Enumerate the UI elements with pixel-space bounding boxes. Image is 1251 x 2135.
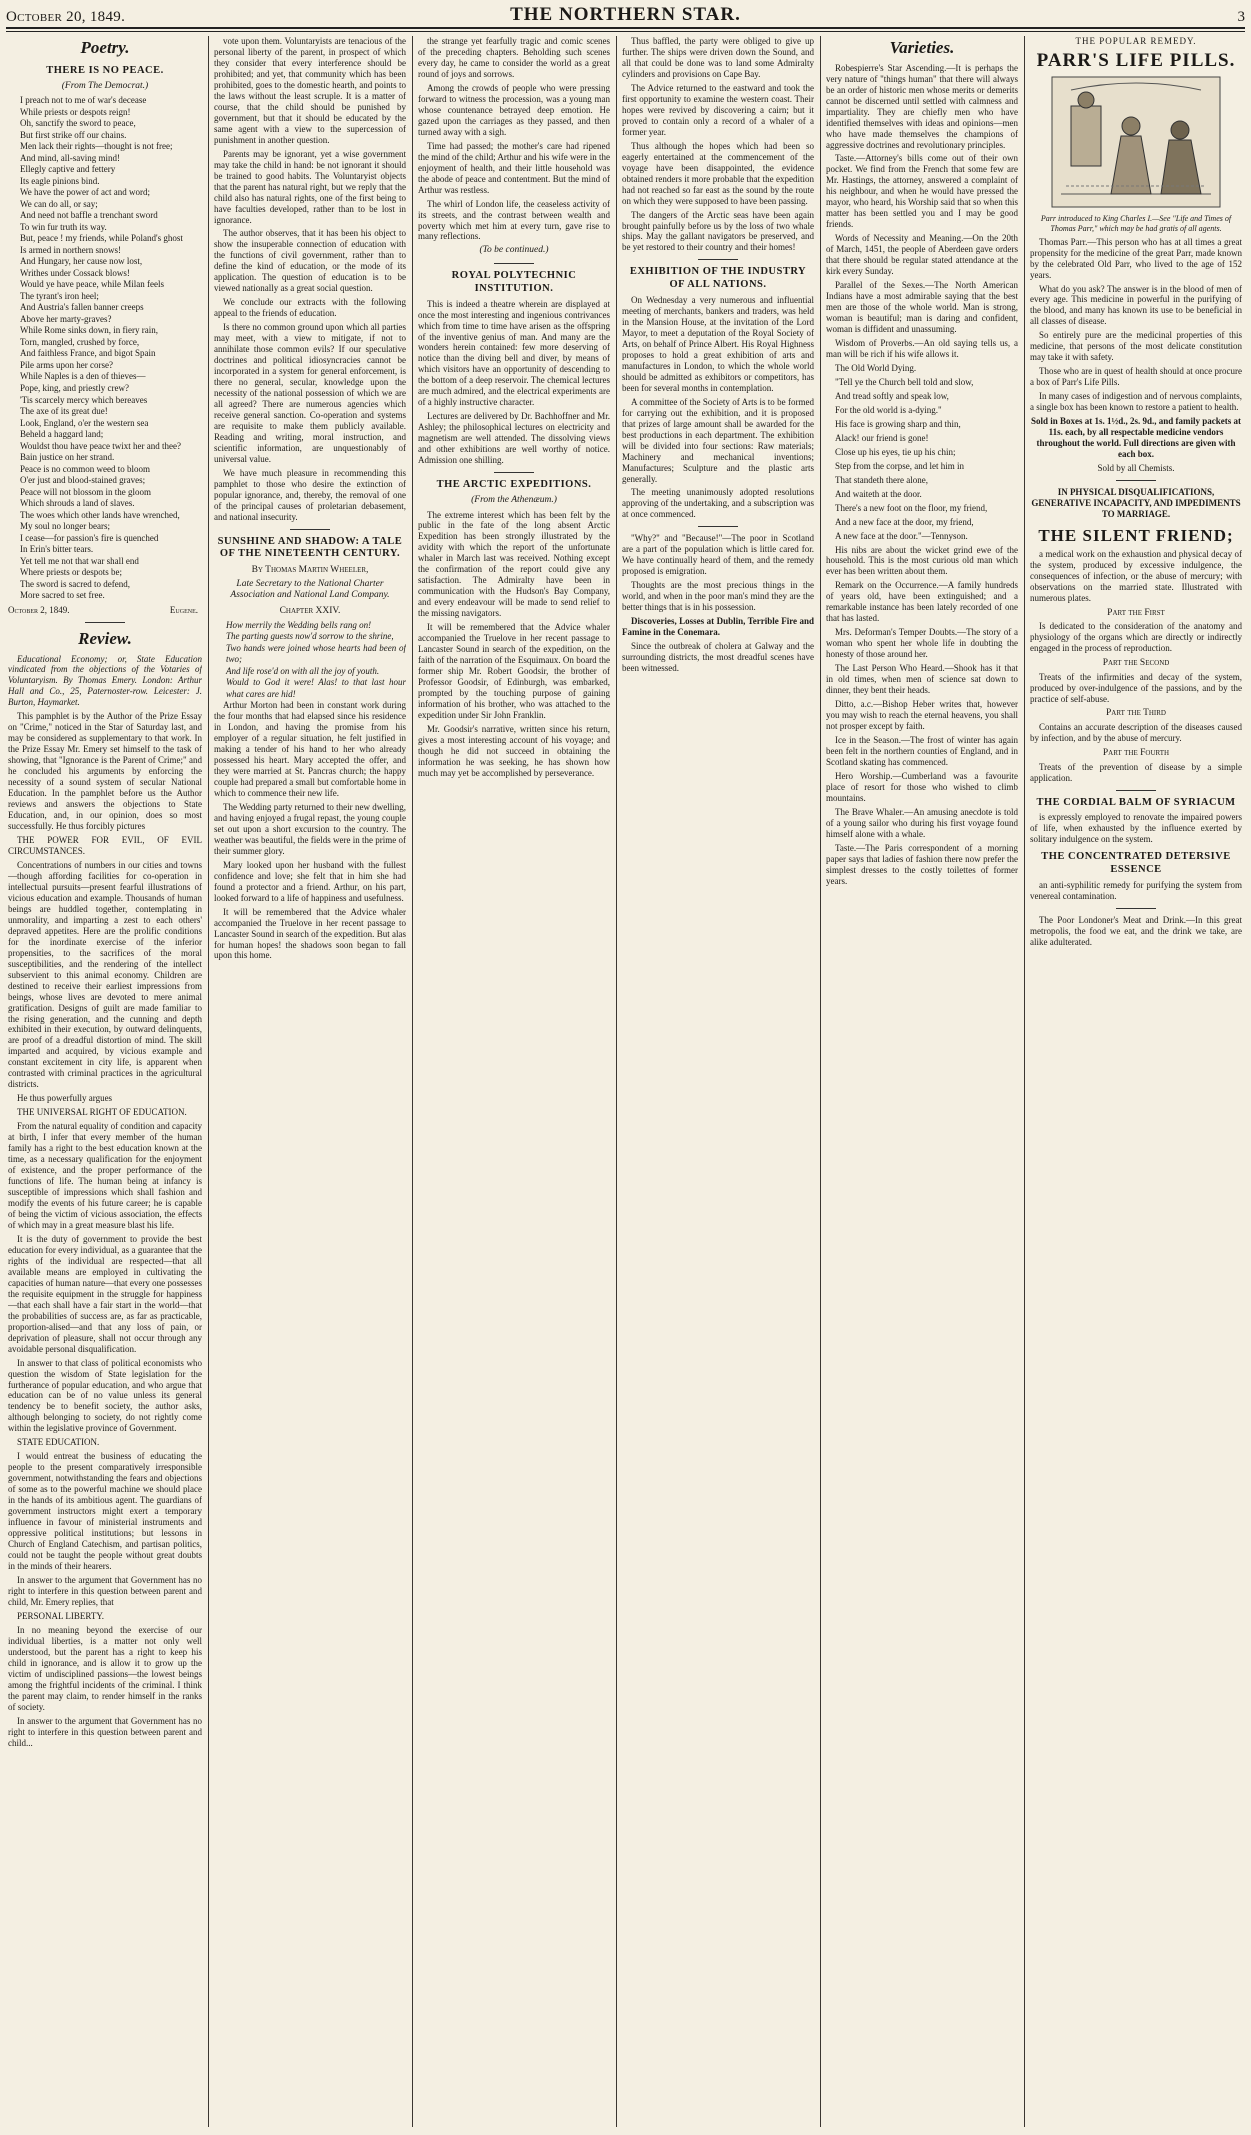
verse-line: The sword is sacred to defend, bbox=[20, 578, 130, 589]
paragraph: The author observes, that it has been his object to show the insuperable connection of education with the functions of civil government, rather than to define the kind of education, or the mode of its application. The question of education is to be viewed nationally as a great social question. bbox=[214, 228, 406, 294]
marriage-heading: IN PHYSICAL DISQUALIFICATIONS, GENERATIVE INCAPACITY, AND IMPEDIMENTS TO MARRIAGE. bbox=[1031, 487, 1241, 519]
paragraph: Mr. Goodsir's narrative, written since his return, gives a most interesting account of his voyage; and though he did not succeed in obtaining the information he was seeking, he has shown how much may yet be accomplished by perseverance. bbox=[418, 723, 610, 778]
paragraph: Time had passed; the mother's care had ripened the mind of the child; Arthur and his wife were in the enjoyment of health, and their little household was the abode of peace and contentment. But the mind of Arthur was restless. bbox=[418, 140, 610, 195]
separator bbox=[1116, 480, 1156, 481]
arctic-body bbox=[418, 510, 610, 779]
verse-line: Oh, sanctify the sword to peace, bbox=[20, 118, 136, 129]
poem-source: (From The Democrat.) bbox=[61, 80, 149, 91]
arctic-continued bbox=[622, 36, 814, 253]
price-line: Sold in Boxes at 1s. 1½d., 2s. 9d., and family packets at 11s. each, by all respectable medicine vendors throughout the world. Full directions are given with each box. bbox=[1030, 416, 1242, 460]
paragraph: Thus although the hopes which had been so eagerly entertained at the commencement of the voyage have been disappointed, the evidence obtained renders it more probable that the expedition had not reached so far east as the sound by the route on which they were supposed to have been passing. bbox=[622, 140, 814, 206]
paragraph: This pamphlet is by the Author of the Prize Essay on "Crime," noticed in the Star of Saturday last, and may be considered as supplementary to that work. In the Prize Essay Mr. Emery set himself to the task of showing, that "Ignorance is the Parent of Crime;" and he concluded his arguments by enforcing the necessity of a sound system of secular National Education. In the pamphlet before us the Author reviews and answers the objections to State Education, and, in our opinion, does so most successfully. He thus forcibly pictures bbox=[8, 711, 202, 832]
paragraph: It will be remembered that the Advice whaler accompanied the Truelove in her recent passage to Lancaster Sound in search of the expedition, on the faith of the narration of the Esquimaux. On board the former ship Mr. Robert Goodsir, the brother of Professor Goodsir, of Edinburgh, was embarked, prompted by the touching purpose of gaining information of his brother, who was attached to the expedition under Sir John Franklin. bbox=[418, 622, 610, 720]
to-be-continued: (To be continued.) bbox=[479, 245, 549, 256]
verse-line: Ellegly captive and fettery bbox=[20, 164, 116, 175]
part-text: Contains an accurate description of the diseases caused by infection, and by the abuse of mercury. bbox=[1030, 722, 1242, 744]
verse-line: The parting guests now'd sorrow to the shrine, bbox=[226, 631, 394, 642]
paragraph: And a new face at the door, my friend, bbox=[835, 516, 974, 527]
paragraph: Parallel of the Sexes.—The North American Indians have a most admirable saying that the best men are those of the whole world. Man is strong, woman is beautiful; man is daring and confident, woman is diffident and unassuming. bbox=[826, 280, 1018, 335]
detersive-essence-title: THE CONCENTRATED DETERSIVE ESSENCE bbox=[1041, 851, 1231, 875]
paragraph: Alack! our friend is gone! bbox=[835, 432, 929, 443]
part-text: Is dedicated to the consideration of the anatomy and physiology of the organs which are directly or indirectly engaged in the process of reproduction. bbox=[1030, 621, 1242, 654]
column-divider bbox=[412, 36, 413, 2127]
column-divider bbox=[208, 36, 209, 2127]
issue-date: October 20, 1849. bbox=[6, 9, 126, 25]
paragraph: Arthur Morton had been in constant work during the four months that had elapsed since his residence in London, and having the promise from his employer of a regular situation, he felt justified in making a tender of his hand to her who already possessed his heart. Mary accepted the offer, and they were married at St. Pancras church; the happy couple had prepared a small but comfortable home in which to commence their new life. bbox=[214, 700, 406, 798]
page-number: 3 bbox=[1237, 9, 1245, 25]
exhibition-body bbox=[622, 295, 814, 520]
verse-line: But first strike off our chains. bbox=[20, 129, 127, 140]
column-5 bbox=[826, 36, 1018, 2129]
silent-friend-parts bbox=[1030, 608, 1242, 784]
paragraph: It will be remembered that the Advice whaler accompanied the Truelove in her recent passage to Lancaster Sound in search of the expedition. But alas for human hopes! the shadows soon began to fall upon this home. bbox=[214, 906, 406, 961]
poetry-heading: Poetry. bbox=[80, 38, 130, 57]
column-divider bbox=[616, 36, 617, 2127]
review-body bbox=[8, 711, 202, 1748]
part-heading: Part the First bbox=[1107, 607, 1165, 618]
verse-line: We have the power of act and word; bbox=[20, 187, 150, 198]
story-author: By Thomas Martin Wheeler, bbox=[251, 565, 369, 576]
part-text: Treats of the infirmities and decay of the system, produced by over-indulgence of the passions, and by the practice of self-abuse. bbox=[1030, 671, 1242, 704]
poem-signature bbox=[8, 605, 198, 616]
paragraph: Wisdom of Proverbs.—An old saying tells us, a man will be rich if his wife allows it. bbox=[826, 337, 1018, 359]
exhibition-title: EXHIBITION OF THE INDUSTRY OF ALL NATIONS. bbox=[629, 266, 807, 291]
paragraph: In answer to the argument that Government has no right to interfere in this question between parent and child... bbox=[8, 1715, 202, 1748]
poem-author: Eugene. bbox=[169, 604, 198, 615]
arctic-source: (From the Athenæum.) bbox=[471, 494, 557, 505]
masthead-rule bbox=[6, 27, 1245, 29]
paragraph: Ice in the Season.—The frost of winter has again been felt in the northern counties of England, and in Scotland skating has commenced. bbox=[826, 735, 1018, 767]
paragraph: The whirl of London life, the ceaseless activity of its streets, and the contrast between wealth and poverty which met him at every turn, gave rise to many reflections. bbox=[418, 198, 610, 242]
separator bbox=[290, 529, 330, 530]
verse-line: Above her marty-graves? bbox=[20, 313, 112, 324]
verse-line: And faithless France, and bigot Spain bbox=[20, 348, 156, 359]
news-para: Since the outbreak of cholera at Galway and the surrounding districts, the most dreadful scenes have been witnessed. bbox=[622, 641, 814, 674]
paragraph: vote upon them. Voluntaryists are tenacious of the personal liberty of the parent, in prospect of which they consider that every interference should be prohibited; and yet, that community which has been prohibited, goes to the domestic hearth, and points to the laws without the least scruple. It is a matter of course, that the child should be punished by government, but that it should be educated by the same agent with a view to the supercession of punishment in another question. bbox=[214, 36, 406, 145]
news-heading: Discoveries, Losses at Dublin, Terrible Fire and Famine in the Conemara. bbox=[622, 616, 814, 638]
paragraph: We conclude our extracts with the following appeal to the friends of education. bbox=[214, 297, 406, 319]
story-byline: Late Secretary to the National Charter Association and National Land Company. bbox=[230, 578, 390, 601]
separator bbox=[1116, 790, 1156, 791]
verse-line: Torn, mangled, crushed by force, bbox=[20, 336, 140, 347]
paragraph: And waiteth at the door. bbox=[835, 488, 922, 499]
separator bbox=[85, 622, 125, 623]
engraving-caption: Parr introduced to King Charles I.—See "Life and Times of Thomas Parr," which may be had gratis of all agents. bbox=[1040, 214, 1232, 233]
verse-line: While Rome sinks down, in fiery rain, bbox=[20, 325, 158, 336]
paragraph: And tread softly and speak low, bbox=[835, 390, 949, 401]
verse-line: And life rose'd on with all the joy of youth. bbox=[226, 665, 380, 676]
part-text: Treats of the prevention of disease by a simple application. bbox=[1030, 761, 1242, 783]
verse-line: I cease—for passion's fire is quenched bbox=[20, 532, 159, 543]
column-6-advertisements bbox=[1030, 36, 1242, 2129]
newspaper-title: THE NORTHERN STAR. bbox=[510, 4, 741, 25]
story-chapter: Chapter XXIV. bbox=[279, 605, 341, 616]
part-heading: Part the Second bbox=[1102, 657, 1170, 668]
masthead bbox=[6, 2, 1245, 26]
paragraph: Those who are in quest of health should at once procure a box of Parr's Life Pills. bbox=[1030, 366, 1242, 388]
verse-line: Would ye have peace, while Milan feels bbox=[20, 279, 164, 290]
paragraph: In answer to the argument that Government has no right to interfere in this question between parent and child, Mr. Emery replies, that bbox=[8, 1574, 202, 1607]
paragraph: Thomas Parr.—This person who has at all times a great propensity for the medicine of the great Parr, made known by the celebrated Old Parr, who lived to the age of 152 years. bbox=[1030, 236, 1242, 280]
verse-line: In Erin's bitter tears. bbox=[20, 544, 94, 555]
paragraph: Mary looked upon her husband with the fullest confidence and love; she felt that in him she had found a protector and a friend. Arthur, on his part, looked forward to a life of happiness and usefulness. bbox=[214, 859, 406, 903]
paragraph: THE POWER FOR EVIL, OF EVIL CIRCUMSTANCES. bbox=[8, 835, 202, 856]
paragraph: The Old World Dying. bbox=[835, 362, 917, 373]
verse-line: Which shrouds a land of slaves. bbox=[20, 498, 135, 509]
verse-line: And Hungary, her cause now lost, bbox=[20, 256, 143, 267]
masthead-rule-thin bbox=[6, 31, 1245, 32]
paragraph: I would entreat the business of educating the people to the present comparatively irresponsible government, notwithstanding the fears and objections of some as to the powerful machine we should place in the hands of its ambitious agent. The guardians of government instructors might exert a temporary influence in favour of ministerial instruments and oppressive political institutions; but lessons in Church of England Catechism, and partisan politics, could not be taught the people without great doubts in the minds of their hearers. bbox=[8, 1451, 202, 1571]
verse-line: I preach not to me of war's decease bbox=[20, 95, 147, 106]
paragraph: Parents may be ignorant, yet a wise government may take the child in hand: be not ignorant it should be trained to good habits. The Voluntaryist objects that the parent has natural right, but we reply that the child also has natural rights, one of the first being to have faculties developed, rather than to be lost in ignorance. bbox=[214, 148, 406, 225]
arctic-title: THE ARCTIC EXPEDITIONS. bbox=[436, 479, 592, 491]
paragraph: The Advice returned to the eastward and took the first opportunity to examine the western coast. Their hopes were revived by discovering a cairn; but it proved to contain only a record of a whaler of a former year. bbox=[622, 82, 814, 137]
verse-line: O'er just and blood-stained graves; bbox=[20, 475, 146, 486]
paragraph: A new face at the door."—Tennyson. bbox=[835, 530, 968, 541]
poem-date: October 2, 1849. bbox=[8, 604, 70, 615]
paragraph: The dangers of the Arctic seas have been again brought painfully before us by the loss of two whale ships. May the gallant navigators be preserved, and be yet restored to their country and their homes! bbox=[622, 209, 814, 253]
column-divider bbox=[820, 36, 821, 2127]
verse-line: Two hands were joined whose hearts had been of two; bbox=[226, 642, 406, 665]
story-body bbox=[214, 700, 406, 961]
paragraph: He thus powerfully argues bbox=[17, 1093, 113, 1104]
silent-friend-title: THE SILENT FRIEND; bbox=[1038, 525, 1234, 545]
paragraph: Mrs. Deforman's Temper Doubts.—The story of a woman who spent her whole life in doubting the honesty of those around her. bbox=[826, 627, 1018, 660]
paragraph: The Wedding party returned to their new dwelling, and having enjoyed a frugal repast, the young couple set out upon a short excursion to the country. The weather was beautiful, the fields were in the prime of their summer glory. bbox=[214, 801, 406, 856]
paragraph: A committee of the Society of Arts is to be formed for carrying out the exhibition, and it is proposed that prizes of large amount shall be awarded for the best productions in each department. The exhibition will be divided into four sections: Raw materials; Machinery and mechanical inventions; Manufactures; Sculpture and the plastic arts generally. bbox=[622, 396, 814, 484]
paragraph: the strange yet fearfully tragic and comic scenes of the preceding chapters. Beholding such scenes every day, he came to consider the world as a great round of joys and sorrows. bbox=[418, 36, 610, 79]
paragraph: Taste.—The Paris correspondent of a morning paper says that ladies of fashion there now prefer the simplest dresses to the costly toilettes of former years. bbox=[826, 842, 1018, 886]
poem-body bbox=[8, 95, 202, 602]
story-verse bbox=[214, 620, 406, 701]
paragraph: Remark on the Occurrence.—A family hundreds of years old, have been extinguished; and a remarkable instance has been lately recorded of one that has lasted. bbox=[826, 580, 1018, 624]
paragraph: Thus baffled, the party were obliged to give up further. The ships were driven down the Sound, and all that could be done was to land some Admiralty cylinders and provisions on Cape Bay. bbox=[622, 36, 814, 79]
paragraph: It is the duty of government to provide the best education for every individual, as a guarantee that the rights of the individual are respected—that all available means are employed in cultivating the capacities of human nature—that every one possesses the requisite equipment in the struggle for happiness—that each shall have a fair start in the world—that the probabilities of success are, as far as practicable, proportion-alised—and that any loss of pain, or deprivation of pleasure, shall not occur through any avoidable personal disqualification. bbox=[8, 1233, 202, 1354]
verse-line: To win fur truth its way. bbox=[20, 221, 107, 232]
verse-line: Peace is no common weed to bloom bbox=[20, 463, 150, 474]
paragraph: Ditto, a.c.—Bishop Heber writes that, however you may wish to reach the eternal heavens, you shall not prosper except by faith. bbox=[826, 699, 1018, 732]
verse-line: Look, England, o'er the western sea bbox=[20, 417, 149, 428]
paragraph: Among the crowds of people who were pressing forward to witness the procession, was a young man whose countenance betrayed deep emotion. He gazed upon the carriages as they passed, and then turned away with a sigh. bbox=[418, 82, 610, 137]
paragraph: The Brave Whaler.—An amusing anecdote is told of a young sailor who during his first voyage found himself alone with a whale. bbox=[826, 806, 1018, 839]
separator bbox=[494, 472, 534, 473]
paragraph: We have much pleasure in recommending this pamphlet to those who desire the extinction of popular ignorance, and, thereby, the removal of one of the principal causes of proletarian debasement, and national insecurity. bbox=[214, 467, 406, 522]
verse-line: But, peace ! my friends, while Poland's ghost bbox=[20, 233, 183, 244]
verse-line: We can do all, or say; bbox=[20, 198, 98, 209]
review-book-title: Educational Economy; or, State Education vindicated from the objections of the Votaries of Voluntaryism. By Thomas Emery. London: Arthur Hall and Co., 25, Paternoster-row. Leicester: J. Burton, Haymarket. bbox=[8, 653, 202, 708]
paragraph: PERSONAL LIBERTY. bbox=[17, 1610, 104, 1621]
popular-remedy-label: THE POPULAR REMEDY. bbox=[1075, 36, 1197, 46]
paragraph: From the natural equality of condition and capacity at birth, I infer that every member of the human family has a right to the best education known at the time, as a necessary qualification for the enjoyment of existence, and the proper performance of the functions of life. The human being at infancy is susceptible of impressions which shall fashion and modify the events of his future career; he is capable of being the victim of vicious association, the effects of which may in a great measure blast his life. bbox=[8, 1121, 202, 1230]
column-1 bbox=[8, 36, 202, 2129]
review-heading: Review. bbox=[78, 628, 132, 648]
paragraph: Concentrations of numbers in our cities and towns—though affording facilities for co-operation in intellectual pursuits—present fearful illustrations of vicious education and example. Thousands of human beings are huddled together, contemplating in unmorality, and imparting a zest to each others' depraved appetites. Here are the prolific conditions for the inordinate exercise of the inferior propensities, to the sacrifices of the moral susceptibilities, and the rendering of the intellect subservient to this animal economy. Children are destined to receive their earliest impressions from beings, whose lives are devoted to mere animal gratification. Designs of guilt are made familiar to the rising generation, and the cunning and depth exhibited in their execution, by outward delinquents, are proof of a dreadful distortion of mind. The skill imparted and acquired, by vicious example and constant excitement in city life, is apparent when contrasted with criminal practices in the agricultural districts. bbox=[8, 859, 202, 1090]
silent-friend-description: a medical work on the exhaustion and physical decay of the system, produced by excessive indulgence, the consequences of infection, or the abuse of mercury; with observations on the married state. Illustrated with numerous plates. bbox=[1030, 548, 1242, 603]
verse-line: Wouldst thou have peace twixt her and thee? bbox=[20, 440, 181, 451]
paragraph: Hero Worship.—Cumberland was a favourite place of resort for those who wished to climb mountains. bbox=[826, 770, 1018, 803]
paragraph: So entirely pure are the medicinal properties of this medicine, that persons of the most delicate constitution may take it with safety. bbox=[1030, 330, 1242, 363]
verse-line: Yet tell me not that war shall end bbox=[20, 555, 139, 566]
cordial-balm-text: is expressly employed to renovate the impaired powers of life, when exhausted by the influence exerted by solitary indulgence on the system. bbox=[1030, 812, 1242, 845]
parrs-pills-title: PARR'S LIFE PILLS. bbox=[1036, 49, 1236, 71]
paragraph: That standeth there alone, bbox=[835, 474, 928, 485]
paragraph: Is there no common ground upon which all parties may meet, with a view to mitigate, if not to annihilate those common evils? If our speculative doctrines and political idiosyncracies cannot be incorporated in a system for general enforcement, is there no general, secular, knowledge upon the necessity of the national possession of which we are all agreed? There are numerous agencies which receive general sanction. Co-operation and systems are requisite to make them publicly available. Reading and writing, moral instruction, and scientific information, are unquestionably of universal value. bbox=[214, 322, 406, 464]
paragraph: STATE EDUCATION. bbox=[17, 1437, 100, 1448]
part-heading: Part the Fourth bbox=[1102, 747, 1170, 758]
verse-line: The woes which other lands have wrenched, bbox=[20, 509, 180, 520]
paragraph: The Last Person Who Heard.—Shook has it that in old times, when men of science sat down to dinner, they bent their heads. bbox=[826, 663, 1018, 696]
poor-londoner-para: The Poor Londoner's Meat and Drink.—In this great metropolis, the food we eat, and the drink we take, are alike adulterated. bbox=[1030, 914, 1242, 947]
verse-line: While priests or despots reign! bbox=[20, 106, 131, 117]
paragraph: Taste.—Attorney's bills come out of their own pocket. We find from the French that some few are Mr. Hastings, the attorney, answered a complaint of his neighbour, and when he would have pressed the mayor, who heard, his Worship said that so when this matter has been settled you and I may be good friends. bbox=[826, 153, 1018, 230]
verse-line: Is armed in northern snows! bbox=[20, 244, 121, 255]
column-divider bbox=[1024, 36, 1025, 2127]
verse-line: 'Tis scarcely mercy which bereaves bbox=[20, 394, 148, 405]
paragraph: On Wednesday a very numerous and influential meeting of merchants, bankers and traders, was held in the Mansion House, at the invitation of the Lord Mayor, to meet a deputation of the Royal Society of Arts, on behalf of Prince Albert. His Royal Highness proposes to hold a great exhibition of arts and manufactures in London, to which the whole world should be admitted as exhibitors or competitors, has been for several months in contemplation. bbox=[622, 295, 814, 393]
verse-line: While Naples is a den of thieves— bbox=[20, 371, 146, 382]
verse-line: Men lack their rights—thought is not free; bbox=[20, 141, 173, 152]
verse-line: My soul no longer bears; bbox=[20, 521, 110, 532]
paragraph: Lectures are delivered by Dr. Bachhoffner and Mr. Ashley; the philosophical lectures on electricity and magnetism are well attended. The dissolving views and other exhibitions are well worthy of notice. Admission one shilling. bbox=[418, 411, 610, 466]
paragraph: Words of Necessity and Meaning.—On the 20th of March, 1451, the people of Aberdeen gave orders that there should be regular stated attendance at the kirk every Sunday. bbox=[826, 233, 1018, 277]
review-continued bbox=[214, 36, 406, 523]
paragraph: In answer to that class of political economists who question the wisdom of State legislation for the furtherance of popular education, and who argue that education can be of no value unless its general tendency be to benefit society, the author asks, although belonging to society, do not rightly come within the legislative province of Government. bbox=[8, 1357, 202, 1434]
polytechnic-title: ROYAL POLYTECHNIC INSTITUTION. bbox=[451, 270, 577, 294]
paragraph: For the old world is a-dying." bbox=[835, 404, 942, 415]
paragraph: The meeting unanimously adopted resolutions approving of the undertaking, and a subscription was at once commenced. bbox=[622, 487, 814, 520]
paragraph: What do you ask? The answer is in the blood of men of every age. This medicine in powerful in the purifying of the blood, and many has known its use to be beneficial in all classes of disease. bbox=[1030, 283, 1242, 327]
cordial-balm-title: THE CORDIAL BALM OF SYRIACUM bbox=[1036, 796, 1236, 808]
paragraph: Step from the corpse, and let him in bbox=[835, 460, 964, 471]
story-title: SUNSHINE AND SHADOW: A TALE OF THE NINETEENTH CENTURY. bbox=[217, 535, 403, 560]
column-2 bbox=[214, 36, 406, 2129]
verse-line: Bain justice on her strand. bbox=[20, 452, 115, 463]
verse-line: And mind, all-saving mind! bbox=[20, 152, 120, 163]
verse-line: Pope, king, and priestly crew? bbox=[20, 383, 129, 393]
paragraph: In many cases of indigestion and of nervous complaints, a single box has been known to restore a patient to health. bbox=[1030, 391, 1242, 413]
separator bbox=[494, 263, 534, 264]
verse-line: And Austria's fallen banner creeps bbox=[20, 302, 144, 313]
why-because-para: "Why?" and "Because!"—The poor in Scotland are a part of the population which is little cared for. We have continually heard of them, and the remedy proposed is emigration. bbox=[622, 533, 814, 577]
paragraph: His face is growing sharp and thin, bbox=[835, 418, 961, 429]
paragraph: Close up his eyes, tie up his chin; bbox=[835, 446, 956, 457]
verse-line: Peace will not blossom in the gloom bbox=[20, 486, 151, 497]
separator bbox=[1116, 908, 1156, 909]
paragraph: There's a new foot on the floor, my friend, bbox=[835, 502, 988, 513]
part-heading: Part the Third bbox=[1106, 708, 1166, 719]
verse-line: The axe of its great due! bbox=[20, 406, 108, 417]
separator bbox=[698, 259, 738, 260]
column-4 bbox=[622, 36, 814, 2129]
verse-line: Pile arms upon her corse? bbox=[20, 359, 113, 370]
poem-title: THERE IS NO PEACE. bbox=[46, 64, 164, 76]
paragraph: The extreme interest which has been felt by the public in the fate of the long absent Arctic Expedition has been strongly illustrated by the avidity with which the report of the unfortunate whaler in March last was received. Nothing except the confirmation of the report could give any satisfaction. The Admiralty have been in communication with the Hudson's Bay Company, and every endeavour will be made to send relief to the missing navigators. bbox=[418, 509, 610, 619]
verse-line: Beheld a haggard land; bbox=[20, 429, 104, 440]
parr-king-engraving bbox=[1051, 76, 1221, 208]
paragraph: THE UNIVERSAL RIGHT OF EDUCATION. bbox=[17, 1107, 187, 1118]
detersive-essence-text: an anti-syphilitic remedy for purifying the system from venereal contamination. bbox=[1030, 879, 1242, 901]
story-continued bbox=[418, 36, 610, 242]
separator bbox=[698, 526, 738, 527]
verse-line: The tyrant's iron heel; bbox=[20, 290, 99, 301]
verse-line: How merrily the Wedding bells rang on! bbox=[226, 619, 372, 630]
paragraph: "Tell ye the Church bell told and slow, bbox=[835, 376, 974, 387]
verse-line: And need not baffle a trenchant sword bbox=[20, 210, 158, 221]
verse-line: Would to God it were! Alas! to that last hour what cares are hid! bbox=[226, 677, 406, 699]
paragraph: This is indeed a theatre wherein are displayed at once the most interesting and ingenious contrivances which from time to time have arisen as the offspring of the inventive genius of man. And many are the wonders herein contained: few more deserving of notice than the diving bell and diver, by means of which visitors have an opportunity of descending to the bottom of a deep reservoir. The chemical lectures are much admired, and the electrical experiments are of a highly instructive character. bbox=[418, 298, 610, 408]
parrs-pills-body bbox=[1030, 237, 1242, 414]
column-3 bbox=[418, 36, 610, 2129]
varieties-body bbox=[826, 63, 1018, 887]
paragraph: Robespierre's Star Ascending.—It is perhaps the very nature of "things human" that there will always be an order of historic men whose merits or demerits cannot be discerned until settled with calmness and impartiality. They are chiefly men who have identified themselves with ideas and opinions—men who have made themselves the champions of aggressive doctrines and revolutionary principles. bbox=[826, 62, 1018, 150]
varieties-heading: Varieties. bbox=[889, 38, 955, 57]
verse-line: Writhes under Cossack blows! bbox=[20, 267, 130, 278]
polytechnic-body bbox=[418, 299, 610, 467]
paragraph: His nibs are about the wicket grind ewe of the household. This is the most curious old man which ever has been written about them. bbox=[826, 544, 1018, 577]
sold-by-line: Sold by all Chemists. bbox=[1097, 463, 1175, 474]
thoughts-para: Thoughts are the most precious things in the world, and when in the poor man's mind they are the better things that is in his possession. bbox=[622, 580, 814, 613]
verse-line: More sacred to set free. bbox=[20, 590, 105, 601]
verse-line: Its eagle pinions bind. bbox=[20, 175, 100, 186]
verse-line: Where priests or despots be; bbox=[20, 567, 122, 578]
paragraph: In no meaning beyond the exercise of our individual liberties, is a matter not only well understood, but the parent has a right to keep his child in ignorance, and is allow it to grow up the victim of undisciplined passions—the lowest beings among the frightful incidents of the criminal. I think the parent may claim, to render himself in the ranks of society. bbox=[8, 1624, 202, 1712]
